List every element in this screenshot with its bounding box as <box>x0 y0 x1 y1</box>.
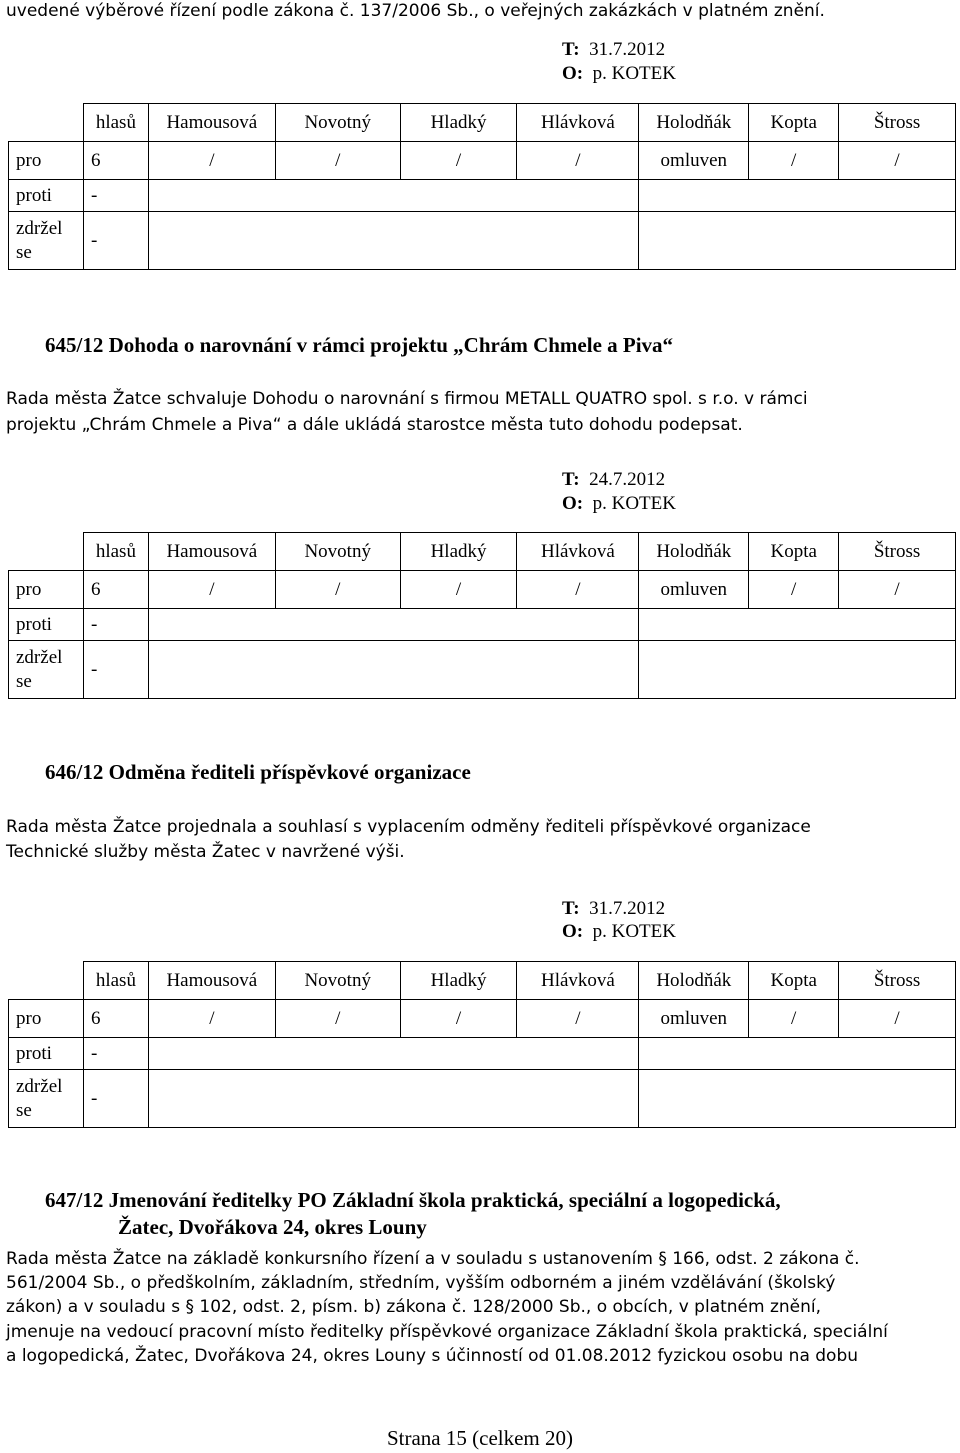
vote-cell: / <box>148 1000 275 1038</box>
vote-col-member: Hladký <box>400 104 517 142</box>
vote-cell: / <box>839 1000 956 1038</box>
vote-header-row <box>9 104 956 142</box>
vote-cell: / <box>749 1000 839 1038</box>
vote-header-row <box>9 533 956 571</box>
vote-cell: / <box>400 571 517 609</box>
vote-cell: / <box>148 142 275 180</box>
vote-cell: / <box>839 571 956 609</box>
vote-col-member: Štross <box>839 962 956 1000</box>
deadline-value: 24.7.2012 <box>589 469 666 490</box>
vote-col-member: Hlávková <box>517 104 639 142</box>
vote-cell: / <box>517 571 639 609</box>
vote-cell-empty <box>639 1038 956 1070</box>
deadline-line <box>562 38 665 62</box>
vote-cell: / <box>749 142 839 180</box>
vote-col-member: Novotný <box>275 533 400 571</box>
vote-cell-empty <box>148 609 638 641</box>
responsible-label: O: <box>562 921 584 942</box>
vote-cell: omluven <box>639 142 749 180</box>
responsible-value: p. KOTEK <box>592 921 676 942</box>
vote-cell-empty <box>148 1038 638 1070</box>
vote-row-proti <box>9 180 956 212</box>
deadline-label: T: <box>562 469 580 490</box>
vote-cell: / <box>839 142 956 180</box>
deadline-value: 31.7.2012 <box>589 898 666 919</box>
responsible-label: O: <box>562 493 584 514</box>
vote-row-label-line: zdržel <box>16 646 63 668</box>
vote-row-label: pro <box>9 1000 84 1038</box>
vote-row-label: pro <box>9 571 84 609</box>
vote-col-member: Hamousová <box>148 104 275 142</box>
vote-cell: / <box>517 142 639 180</box>
vote-cell: 6 <box>83 1000 148 1038</box>
vote-cell-empty <box>148 180 638 212</box>
vote-table <box>8 103 956 270</box>
resolution-text-line: a logopedická, Žatec, Dvořákova 24, okres Louny s účinností od 01.08.2012 fyzickou osobu na dobu <box>6 1346 859 1366</box>
resolution-text-line: jmenuje na vedoucí pracovní místo ředitelky příspěvkové organizace Základní škola praktická, speciální <box>6 1322 888 1342</box>
vote-col-member: Štross <box>839 533 956 571</box>
responsible-line <box>562 62 676 86</box>
vote-row-zdrzel <box>9 1070 956 1128</box>
vote-cell-empty <box>639 1070 956 1128</box>
vote-row-label: proti <box>9 1038 84 1070</box>
deadline-line <box>562 897 665 921</box>
resolution-text-line: Technické služby města Žatec v navržené výši. <box>6 842 405 862</box>
vote-cell: / <box>275 142 400 180</box>
responsible-value: p. KOTEK <box>592 63 676 84</box>
vote-cell-empty <box>148 641 638 699</box>
vote-col-member: Holodňák <box>639 533 749 571</box>
vote-cell: 6 <box>83 142 148 180</box>
deadline-line <box>562 468 665 492</box>
vote-col-member: Hamousová <box>148 533 275 571</box>
vote-col-member: Hladký <box>400 533 517 571</box>
vote-cell: - <box>83 1070 148 1128</box>
vote-cell: omluven <box>639 1000 749 1038</box>
vote-cell: / <box>400 142 517 180</box>
vote-row-label <box>9 641 84 699</box>
responsible-value: p. KOTEK <box>592 493 676 514</box>
vote-row-label-line: zdržel <box>16 217 63 239</box>
page-footer: Strana 15 (celkem 20) <box>386 1426 574 1450</box>
vote-row-zdrzel <box>9 641 956 699</box>
vote-row-proti <box>9 609 956 641</box>
resolution-heading: 645/12 Dohoda o narovnání v rámci projektu „Chrám Chmele a Piva“ <box>45 333 674 357</box>
vote-col-member: Hamousová <box>148 962 275 1000</box>
vote-cell-empty <box>639 180 956 212</box>
vote-cell: - <box>83 641 148 699</box>
vote-col-member: Novotný <box>275 104 400 142</box>
vote-row-label <box>9 212 84 270</box>
vote-row-label-line: se <box>16 670 32 692</box>
vote-cell: - <box>83 1038 148 1070</box>
vote-row-label: proti <box>9 180 84 212</box>
vote-col-member: Hladký <box>400 962 517 1000</box>
vote-header-row <box>9 962 956 1000</box>
vote-col-member: Holodňák <box>639 104 749 142</box>
vote-cell: 6 <box>83 571 148 609</box>
vote-col-hlasu: hlasů <box>83 962 148 1000</box>
vote-col-hlasu: hlasů <box>83 533 148 571</box>
vote-row-label <box>9 1070 84 1128</box>
resolution-text-line: 561/2004 Sb., o předškolním, základním, středním, vyšším odborném a jiném vzdělávání (školský <box>6 1273 836 1293</box>
vote-col-member: Novotný <box>275 962 400 1000</box>
vote-header-empty <box>9 962 84 1000</box>
vote-col-member: Kopta <box>749 533 839 571</box>
resolution-text-line: Rada města Žatce schvaluje Dohodu o narovnání s firmou METALL QUATRO spol. s r.o. v rámci <box>6 389 808 409</box>
vote-table <box>8 532 956 699</box>
vote-cell: / <box>517 1000 639 1038</box>
responsible-label: O: <box>562 63 584 84</box>
vote-header-empty <box>9 533 84 571</box>
vote-row-pro <box>9 142 956 180</box>
deadline-value: 31.7.2012 <box>589 39 666 60</box>
vote-cell-empty <box>148 1070 638 1128</box>
vote-row-pro <box>9 571 956 609</box>
resolution-text-line: zákon) a v souladu s § 102, odst. 2, písm. b) zákona č. 128/2000 Sb., o obcích, v platném znění, <box>6 1297 822 1317</box>
vote-row-proti <box>9 1038 956 1070</box>
vote-cell-empty <box>148 212 638 270</box>
vote-row-label-line: zdržel <box>16 1075 63 1097</box>
vote-row-pro <box>9 1000 956 1038</box>
deadline-label: T: <box>562 39 580 60</box>
resolution-heading-continued: Žatec, Dvořákova 24, okres Louny <box>118 1215 427 1239</box>
vote-row-label-line: se <box>16 1099 32 1121</box>
vote-cell: / <box>749 571 839 609</box>
responsible-line <box>562 492 676 516</box>
vote-cell-empty <box>639 609 956 641</box>
vote-row-label: proti <box>9 609 84 641</box>
resolution-heading: 647/12 Jmenování ředitelky PO Základní škola praktická, speciální a logopedická, <box>45 1188 781 1212</box>
intro-text-line: uvedené výběrové řízení podle zákona č. 137/2006 Sb., o veřejných zakázkách v platném znění. <box>6 1 825 21</box>
vote-col-member: Holodňák <box>639 962 749 1000</box>
vote-cell: / <box>400 1000 517 1038</box>
vote-row-label: pro <box>9 142 84 180</box>
vote-row-label-line: se <box>16 241 32 263</box>
responsible-line <box>562 920 676 944</box>
vote-cell-empty <box>639 641 956 699</box>
resolution-heading: 646/12 Odměna řediteli příspěvkové organizace <box>45 760 471 784</box>
vote-table <box>8 961 956 1128</box>
vote-col-member: Hlávková <box>517 533 639 571</box>
vote-cell: - <box>83 180 148 212</box>
vote-cell: / <box>275 571 400 609</box>
vote-cell: - <box>83 212 148 270</box>
vote-col-hlasu: hlasů <box>83 104 148 142</box>
vote-col-member: Štross <box>839 104 956 142</box>
vote-col-member: Kopta <box>749 962 839 1000</box>
resolution-text-line: projektu „Chrám Chmele a Piva“ a dále ukládá starostce města tuto dohodu podepsat. <box>6 415 743 435</box>
vote-col-member: Kopta <box>749 104 839 142</box>
vote-row-zdrzel <box>9 212 956 270</box>
vote-header-empty <box>9 104 84 142</box>
vote-cell: omluven <box>639 571 749 609</box>
deadline-label: T: <box>562 898 580 919</box>
resolution-text-line: Rada města Žatce projednala a souhlasí s vyplacením odměny řediteli příspěvkové organizace <box>6 817 811 837</box>
vote-cell: / <box>148 571 275 609</box>
vote-col-member: Hlávková <box>517 962 639 1000</box>
vote-cell-empty <box>639 212 956 270</box>
vote-cell: / <box>275 1000 400 1038</box>
vote-cell: - <box>83 609 148 641</box>
resolution-text-line: Rada města Žatce na základě konkursního řízení a v souladu s ustanovením § 166, odst. 2 zákona č. <box>6 1249 860 1269</box>
